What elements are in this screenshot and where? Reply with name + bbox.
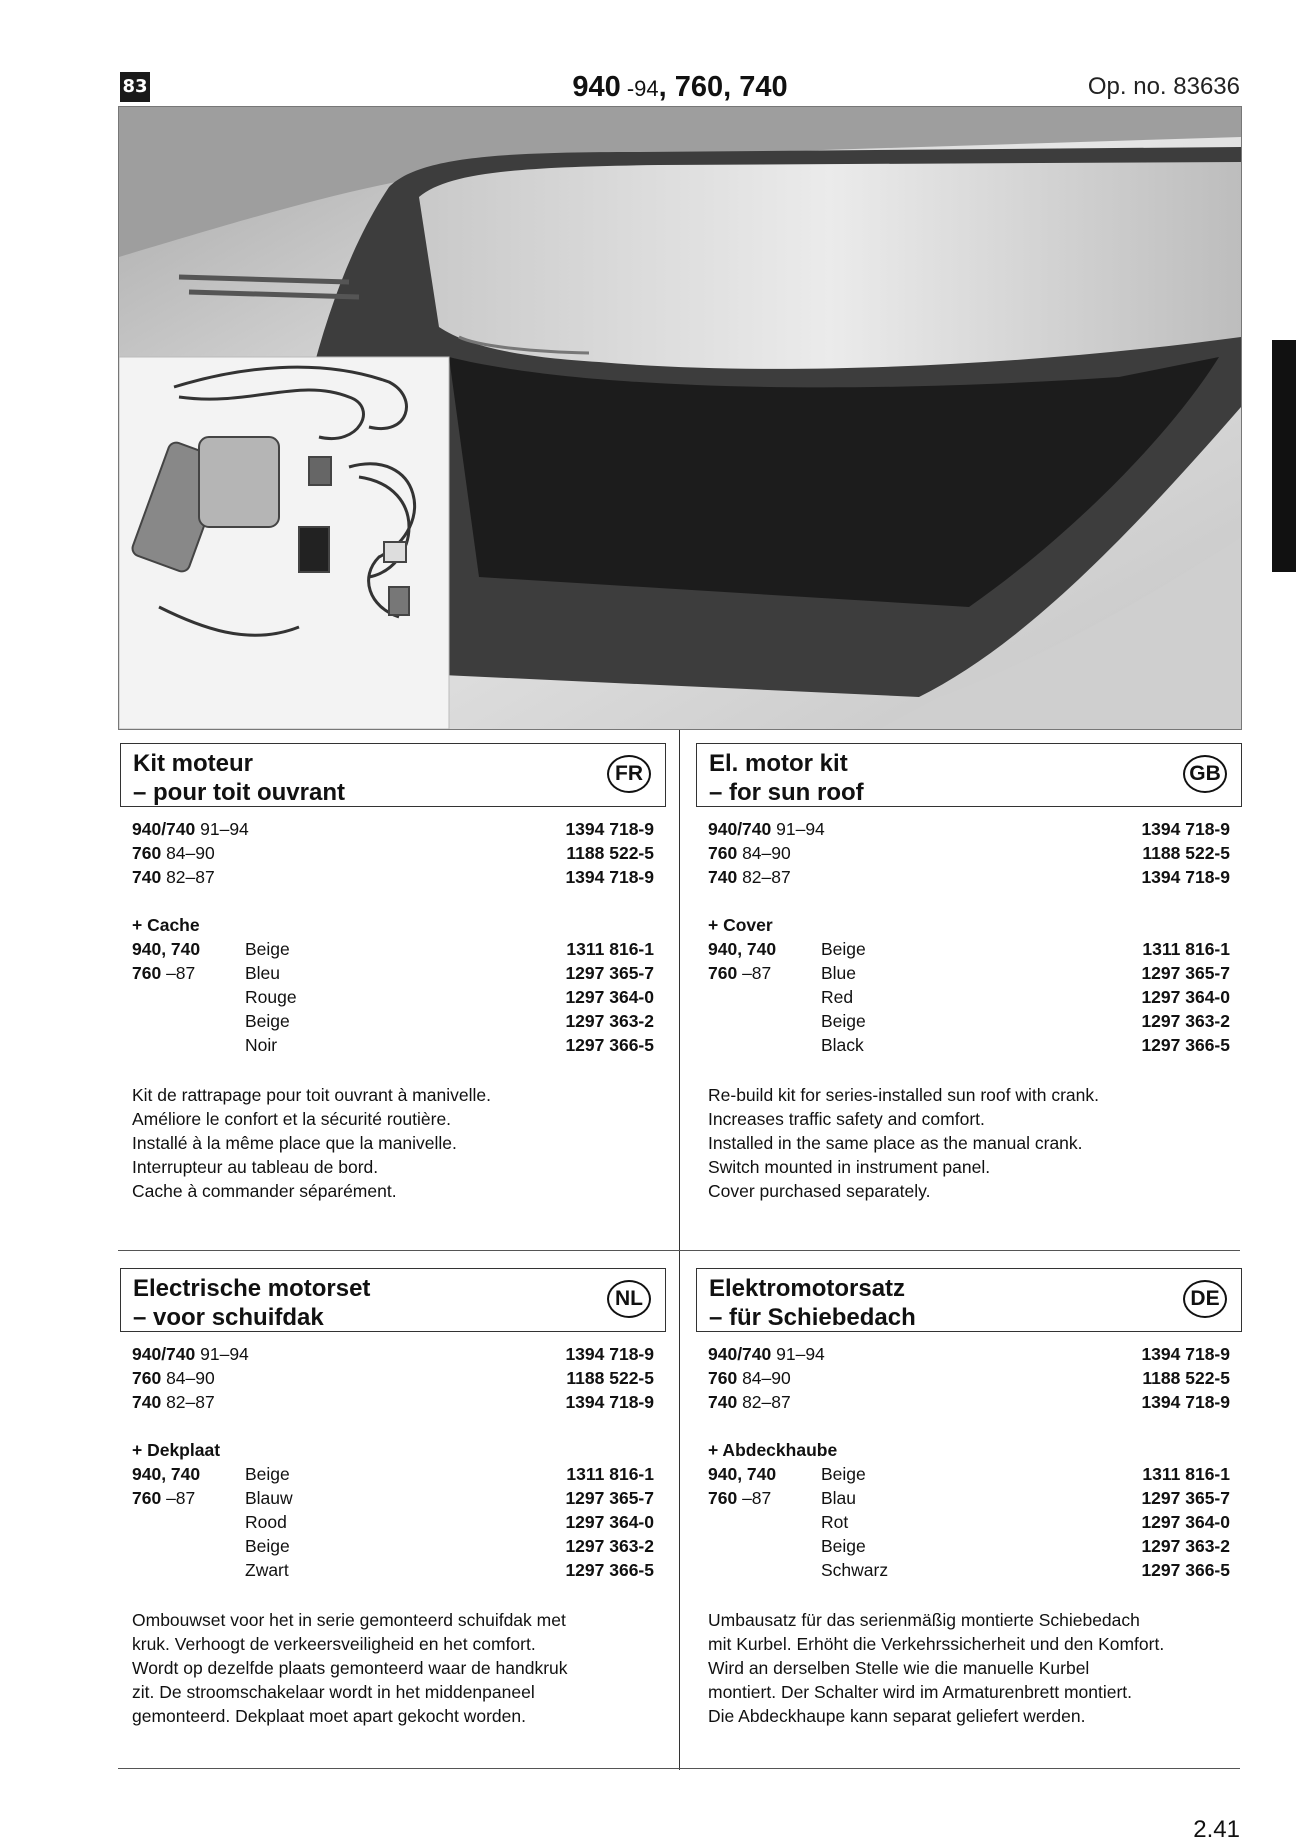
part-number: 1297 364-0 — [565, 987, 654, 1007]
years: 91–94 — [771, 819, 825, 839]
model: 740 — [708, 867, 738, 887]
model: 760 — [132, 1488, 162, 1508]
title-models-2: , 760, 740 — [658, 71, 788, 103]
description — [696, 1083, 1242, 1203]
model: 760 — [132, 843, 162, 863]
parts-table — [696, 1342, 1242, 1582]
color: Rouge — [245, 987, 297, 1007]
color: Beige — [821, 939, 866, 959]
part-number: 1394 718-9 — [1141, 1392, 1230, 1412]
model: 760 — [132, 1368, 162, 1388]
title-line-2: – voor schuifdak — [133, 1304, 324, 1331]
section-header — [696, 1268, 1242, 1332]
cover-label-row — [120, 1438, 666, 1462]
operation-number: Op. no. 83636 — [1087, 73, 1240, 100]
color: Red — [821, 987, 854, 1007]
part-number: 1297 364-0 — [1141, 1512, 1230, 1532]
table-row — [120, 1033, 666, 1057]
table-row — [120, 1009, 666, 1033]
section-header — [120, 743, 666, 807]
cover-label-row — [696, 1438, 1242, 1462]
part-number: 1188 522-5 — [1142, 1368, 1230, 1388]
color: Beige — [245, 1536, 290, 1556]
color: Bleu — [245, 963, 281, 983]
table-row — [696, 1462, 1242, 1486]
title-line-1: Kit moteur — [133, 750, 253, 777]
table-row — [696, 961, 1242, 985]
years: 82–87 — [737, 1392, 791, 1412]
color: Noir — [245, 1035, 278, 1055]
model: 760 — [708, 1368, 738, 1388]
table-row — [696, 1009, 1242, 1033]
table-row — [120, 937, 666, 961]
table-row — [120, 817, 666, 841]
model: 760 — [132, 963, 162, 983]
description — [120, 1608, 666, 1728]
section-nl — [120, 1268, 666, 1728]
description-line: Installed in the same place as the manual crank. — [708, 1133, 1083, 1153]
years: 84–90 — [737, 1368, 791, 1388]
table-row — [120, 985, 666, 1009]
description — [120, 1083, 666, 1203]
section-fr — [120, 743, 666, 1203]
part-number: 1394 718-9 — [1141, 867, 1230, 887]
table-row — [696, 865, 1242, 889]
description-line: Wird an derselben Stelle wie die manuelle Kurbel — [708, 1658, 1090, 1678]
part-number: 1297 364-0 — [1141, 987, 1230, 1007]
parts-table — [120, 817, 666, 1057]
years: 82–87 — [161, 1392, 215, 1412]
years: –87 — [737, 963, 772, 983]
description-line: Increases traffic safety and comfort. — [708, 1109, 985, 1129]
table-row — [696, 985, 1242, 1009]
table-row — [120, 1486, 666, 1510]
color: Beige — [821, 1011, 866, 1031]
language-badge: GB — [1183, 755, 1227, 793]
part-number: 1297 366-5 — [565, 1560, 654, 1580]
part-number: 1394 718-9 — [565, 1344, 654, 1364]
language-badge: FR — [607, 755, 651, 793]
years: 84–90 — [737, 843, 791, 863]
table-row — [696, 1033, 1242, 1057]
horizontal-divider — [118, 1250, 1240, 1251]
model: 740 — [132, 867, 162, 887]
part-number: 1297 366-5 — [1141, 1560, 1230, 1580]
model: 940, 740 — [708, 1464, 777, 1484]
description-line: gemonteerd. Dekplaat moet apart gekocht worden. — [132, 1706, 526, 1726]
section-header — [120, 1268, 666, 1332]
description-line: mit Kurbel. Erhöht die Verkehrssicherheit und den Komfort. — [708, 1634, 1165, 1654]
part-number: 1297 363-2 — [565, 1011, 654, 1031]
product-photo — [118, 106, 1242, 730]
years: 91–94 — [195, 819, 249, 839]
part-number: 1394 718-9 — [565, 819, 654, 839]
description-line: Améliore le confort et la sécurité routière. — [132, 1109, 452, 1129]
part-number: 1297 364-0 — [565, 1512, 654, 1532]
description — [696, 1608, 1242, 1728]
years: 82–87 — [161, 867, 215, 887]
language-badge: NL — [607, 1280, 651, 1318]
table-row — [696, 1558, 1242, 1582]
model: 940/740 — [708, 819, 772, 839]
cover-label: + Dekplaat — [132, 1440, 221, 1460]
color: Blau — [821, 1488, 857, 1508]
description-line: Wordt op dezelfde plaats gemonteerd waar de handkruk — [132, 1658, 568, 1678]
parts-table — [120, 1342, 666, 1582]
part-number: 1394 718-9 — [565, 1392, 654, 1412]
model: 760 — [708, 843, 738, 863]
table-row — [120, 865, 666, 889]
page-header — [120, 70, 1240, 104]
table-row — [120, 1558, 666, 1582]
part-number: 1394 718-9 — [1141, 1344, 1230, 1364]
color: Blue — [821, 963, 857, 983]
cover-label-row — [696, 913, 1242, 937]
table-row — [120, 1462, 666, 1486]
section-tab-marker — [1272, 340, 1296, 572]
color: Beige — [245, 1464, 290, 1484]
model: 740 — [132, 1392, 162, 1412]
title-line-2: – für Schiebedach — [709, 1304, 916, 1331]
table-row — [696, 1390, 1242, 1414]
table-row — [696, 1534, 1242, 1558]
color: Beige — [821, 1464, 866, 1484]
years: 84–90 — [161, 843, 215, 863]
title-models-1: 940 — [572, 71, 621, 103]
model: 940, 740 — [708, 939, 777, 959]
color: Beige — [245, 939, 290, 959]
color: Schwarz — [821, 1560, 889, 1580]
model: 940/740 — [132, 819, 196, 839]
model: 940, 740 — [132, 939, 201, 959]
part-number: 1297 365-7 — [565, 1488, 654, 1508]
parts-table — [696, 817, 1242, 1057]
cover-label: + Cache — [132, 915, 200, 935]
title-years-1: -94 — [620, 76, 659, 101]
table-row — [120, 1510, 666, 1534]
section-gb — [696, 743, 1242, 1203]
description-line: Interrupteur au tableau de bord. — [132, 1157, 379, 1177]
model: 760 — [708, 963, 738, 983]
section-title — [133, 1274, 370, 1332]
title-line-1: Elektromotorsatz — [709, 1275, 906, 1302]
part-number: 1297 363-2 — [1141, 1011, 1230, 1031]
section-de — [696, 1268, 1242, 1728]
table-row — [120, 1534, 666, 1558]
page-badge: 83 — [120, 72, 150, 102]
part-number: 1297 363-2 — [565, 1536, 654, 1556]
section-title — [709, 1274, 916, 1332]
title-line-2: – for sun roof — [709, 779, 864, 806]
part-number: 1394 718-9 — [565, 867, 654, 887]
part-number: 1394 718-9 — [1141, 819, 1230, 839]
years: 82–87 — [737, 867, 791, 887]
part-number: 1311 816-1 — [566, 1464, 654, 1484]
cover-label-row — [120, 913, 666, 937]
title-line-1: Electrische motorset — [133, 1275, 371, 1302]
table-row — [120, 841, 666, 865]
section-header — [696, 743, 1242, 807]
table-row — [696, 817, 1242, 841]
part-number: 1188 522-5 — [566, 1368, 654, 1388]
part-number: 1311 816-1 — [566, 939, 654, 959]
model: 940, 740 — [132, 1464, 201, 1484]
page-title — [120, 70, 1240, 106]
title-line-2: – pour toit ouvrant — [133, 779, 345, 806]
color: Rot — [821, 1512, 849, 1532]
part-number: 1188 522-5 — [1142, 843, 1230, 863]
part-number: 1188 522-5 — [566, 843, 654, 863]
description-line: Cache à commander séparément. — [132, 1181, 397, 1201]
section-title — [709, 749, 864, 807]
color: Black — [821, 1035, 864, 1055]
model: 740 — [708, 1392, 738, 1412]
cover-label: + Cover — [708, 915, 773, 935]
table-row — [696, 1510, 1242, 1534]
section-title — [133, 749, 345, 807]
years: –87 — [161, 963, 196, 983]
color: Beige — [245, 1011, 290, 1031]
description-line: Kit de rattrapage pour toit ouvrant à manivelle. — [132, 1085, 491, 1105]
table-row — [696, 937, 1242, 961]
model: 760 — [708, 1488, 738, 1508]
years: –87 — [161, 1488, 196, 1508]
description-line: Switch mounted in instrument panel. — [708, 1157, 991, 1177]
description-line: Cover purchased separately. — [708, 1181, 931, 1201]
description-line: zit. De stroomschakelaar wordt in het middenpaneel — [132, 1682, 535, 1702]
part-number: 1297 365-7 — [1141, 1488, 1230, 1508]
years: 84–90 — [161, 1368, 215, 1388]
color: Rood — [245, 1512, 287, 1532]
description-line: Installé à la même place que la manivelle. — [132, 1133, 457, 1153]
description-line: kruk. Verhoogt de verkeersveiligheid en het comfort. — [132, 1634, 536, 1654]
table-row — [696, 841, 1242, 865]
table-row — [120, 961, 666, 985]
part-number: 1311 816-1 — [1142, 939, 1230, 959]
bottom-divider — [118, 1768, 1240, 1769]
table-row — [696, 1486, 1242, 1510]
part-number: 1297 365-7 — [1141, 963, 1230, 983]
cover-label: + Abdeckhaube — [708, 1440, 838, 1460]
title-line-1: El. motor kit — [709, 750, 848, 777]
years: –87 — [737, 1488, 772, 1508]
years: 91–94 — [771, 1344, 825, 1364]
model: 940/740 — [708, 1344, 772, 1364]
part-number: 1297 363-2 — [1141, 1536, 1230, 1556]
description-line: Ombouwset voor het in serie gemonteerd schuifdak met — [132, 1610, 566, 1630]
color: Beige — [821, 1536, 866, 1556]
part-number: 1311 816-1 — [1142, 1464, 1230, 1484]
table-row — [120, 1390, 666, 1414]
table-row — [120, 1366, 666, 1390]
table-row — [696, 1366, 1242, 1390]
description-line: Umbausatz für das serienmäßig montierte Schiebedach — [708, 1610, 1140, 1630]
part-number: 1297 366-5 — [565, 1035, 654, 1055]
part-number: 1297 366-5 — [1141, 1035, 1230, 1055]
description-line: montiert. Der Schalter wird im Armaturenbrett montiert. — [708, 1682, 1133, 1702]
part-number: 1297 365-7 — [565, 963, 654, 983]
table-row — [120, 1342, 666, 1366]
color: Zwart — [245, 1560, 289, 1580]
language-badge: DE — [1183, 1280, 1227, 1318]
description-line: Re-build kit for series-installed sun roof with crank. — [708, 1085, 1099, 1105]
table-row — [696, 1342, 1242, 1366]
color: Blauw — [245, 1488, 293, 1508]
description-line: Die Abdeckhaupe kann separat geliefert werden. — [708, 1706, 1086, 1726]
model: 940/740 — [132, 1344, 196, 1364]
years: 91–94 — [195, 1344, 249, 1364]
page-number: 2.41 — [1193, 1816, 1240, 1843]
